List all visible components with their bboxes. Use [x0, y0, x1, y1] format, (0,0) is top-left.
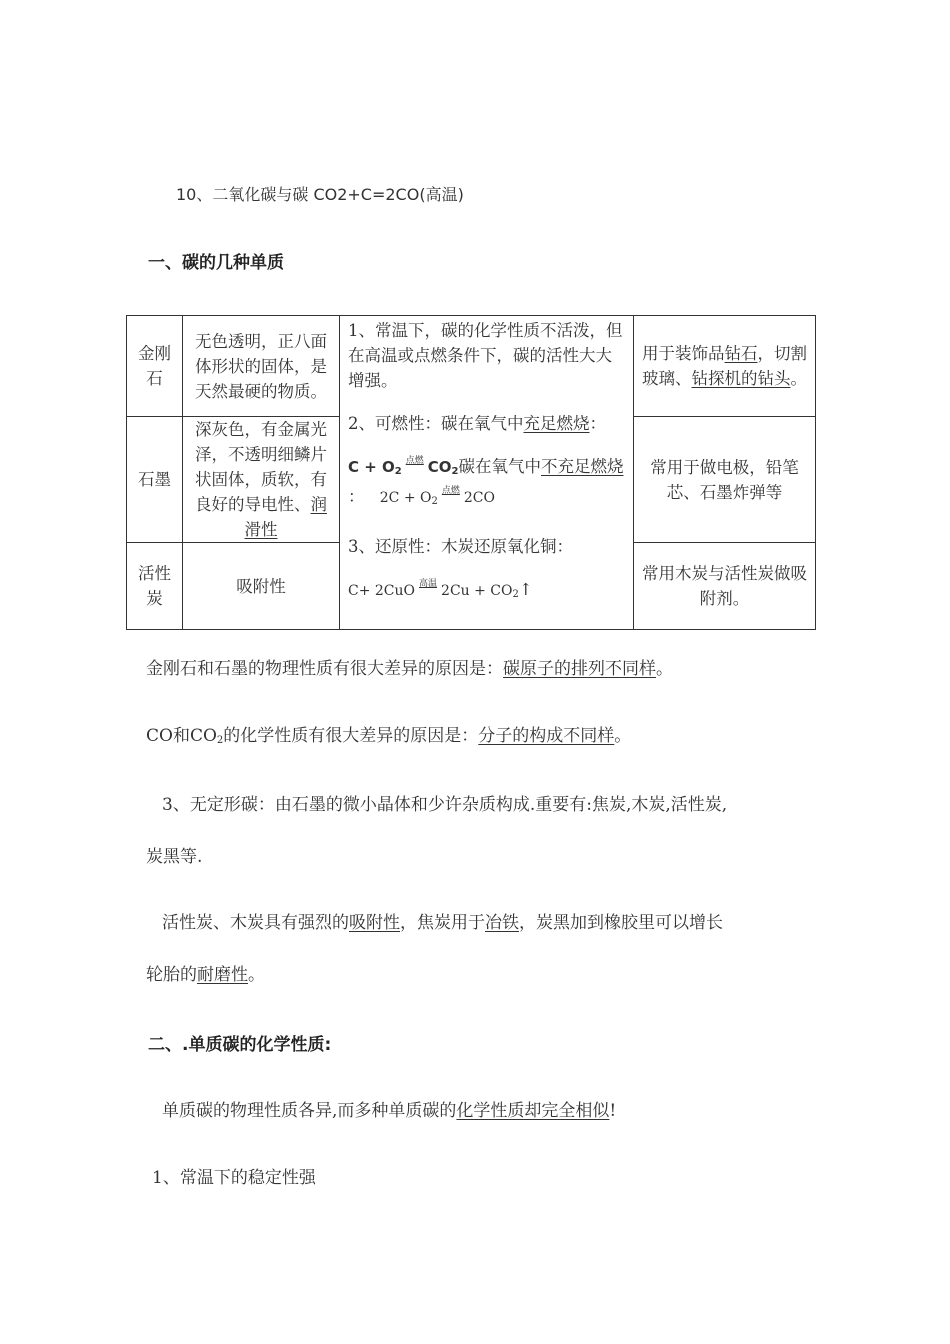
- cell-use-graphite: 常用于做电极，铅笔芯、石墨炸弹等: [634, 417, 816, 543]
- section1-title: 一、碳的几种单质: [148, 253, 284, 273]
- cell-physical-activated-carbon: 吸附性: [183, 543, 340, 630]
- cell-name-graphite: 石墨: [127, 417, 183, 543]
- paragraph-uses-cont: 轮胎的耐磨性。: [146, 965, 265, 985]
- paragraph-amorphous-carbon-cont: 炭黑等.: [146, 847, 203, 867]
- cell-name-diamond: 金刚石: [127, 316, 183, 417]
- section2-title: 二、.单质碳的化学性质:: [148, 1035, 332, 1055]
- paragraph-amorphous-carbon: 3、无定形碳：由石墨的微小晶体和少许杂质构成.重要有:焦炭,木炭,活性炭,: [162, 795, 728, 815]
- cell-use-activated-carbon: 常用木炭与活性炭做吸附剂。: [634, 543, 816, 630]
- chem-point-2: 2、可燃性：碳在氧气中充足燃烧：: [348, 414, 606, 433]
- paragraph-stability: 1、常温下的稳定性强: [152, 1168, 316, 1188]
- cell-physical-diamond: 无色透明，正八面体形状的固体，是天然最硬的物质。: [183, 316, 340, 417]
- top-line: 10、二氧化碳与碳 CO2+C=2CO(高温): [176, 185, 464, 204]
- chem-equation-1: $C + O_2^{点燃}$ $CO_2$碳在氧气中不充足燃烧: [348, 456, 624, 477]
- chem-point-3: 3、还原性：木炭还原氧化铜：: [348, 537, 573, 556]
- cell-name-activated-carbon: 活性炭: [127, 543, 183, 630]
- chem-equation-3: C+ 2CuO $^{高温}$ $2Cu + CO_2↑$: [348, 579, 533, 600]
- paragraph-structure-reason: 金刚石和石墨的物理性质有很大差异的原因是：碳原子的排列不同样。: [146, 659, 673, 679]
- paragraph-co-co2: CO和$CO_2$的化学性质有很大差异的原因是：分子的构成不同样。: [146, 726, 632, 746]
- cell-use-diamond: 用于装饰品钻石，切割玻璃、钻探机的钻头。: [634, 316, 816, 417]
- chem-equation-2: ： $2C + O_2^{点燃}$ 2CO: [348, 486, 495, 507]
- paragraph-chemical-similar: 单质碳的物理性质各异,而多种单质碳的化学性质却完全相似!: [162, 1101, 617, 1121]
- carbon-allotropes-table: [126, 315, 816, 630]
- table-row: [127, 316, 816, 417]
- cell-chemical-properties: [340, 316, 634, 630]
- paragraph-uses: 活性炭、木炭具有强烈的吸附性，焦炭用于冶铁，炭黑加到橡胶里可以增长: [162, 913, 723, 933]
- cell-physical-graphite: 深灰色，有金属光泽，不透明细鳞片状固体，质软，有良好的导电性、润滑性: [183, 417, 340, 543]
- chem-point-1: 1、常温下，碳的化学性质不活泼，但在高温或点燃条件下，碳的活性大大增强。: [348, 321, 623, 390]
